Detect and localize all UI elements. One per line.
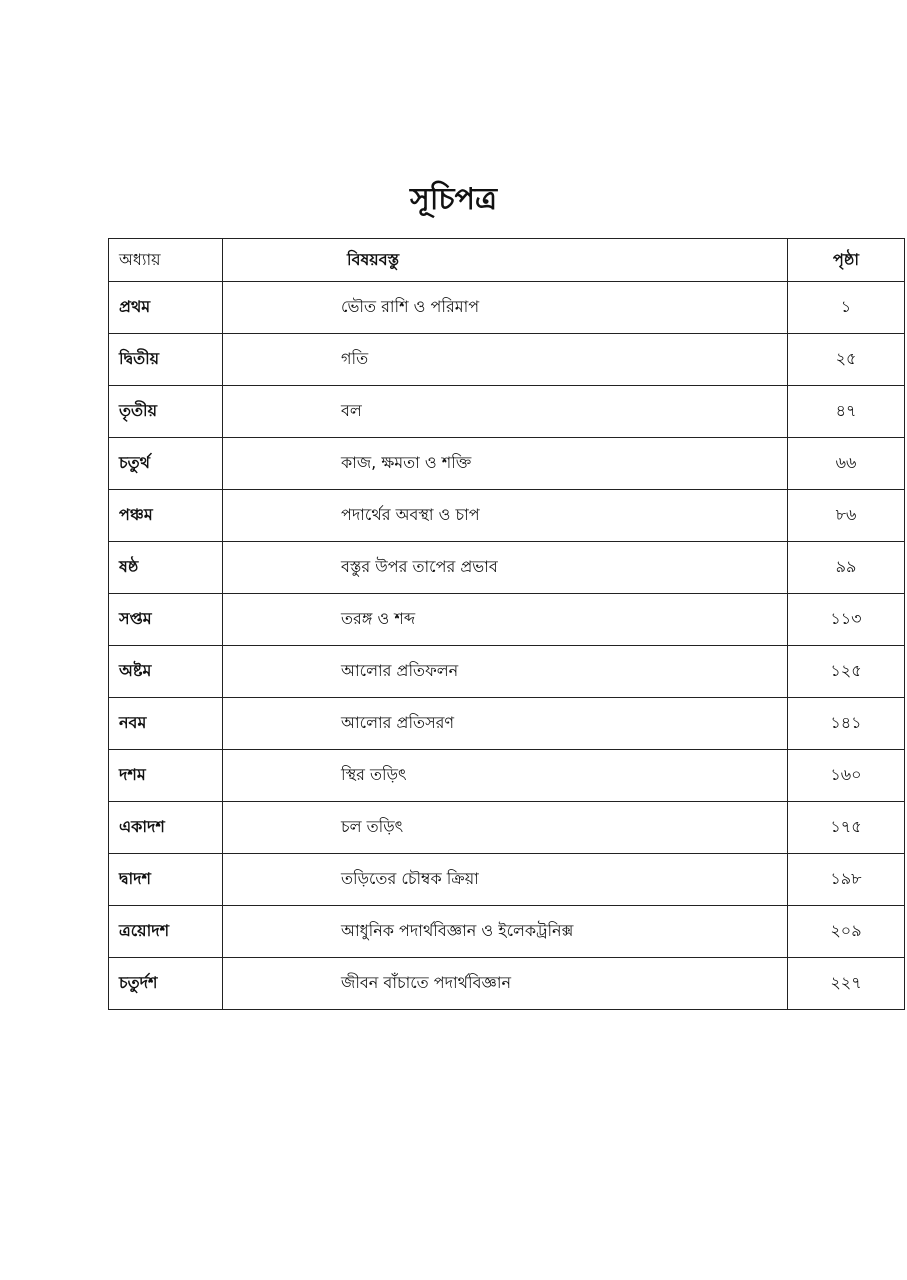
page-cell: ১ <box>788 282 905 334</box>
topic-cell: আলোর প্রতিসরণ <box>223 698 788 750</box>
chapter-cell: চতুর্থ <box>109 438 223 490</box>
chapter-cell: প্রথম <box>109 282 223 334</box>
table-row <box>109 282 905 334</box>
page-cell: ৮৬ <box>788 490 905 542</box>
table-of-contents <box>108 238 905 1010</box>
topic-cell: কাজ, ক্ষমতা ও শক্তি <box>223 438 788 490</box>
table-row <box>109 906 905 958</box>
chapter-cell: নবম <box>109 698 223 750</box>
page-cell: ১১৩ <box>788 594 905 646</box>
page-title: সূচিপত্র <box>410 182 497 217</box>
topic-cell: স্থির তড়িৎ <box>223 750 788 802</box>
page-cell: ২৫ <box>788 334 905 386</box>
topic-cell: জীবন বাঁচাতে পদার্থবিজ্ঞান <box>223 958 788 1010</box>
table-row <box>109 854 905 906</box>
page-cell: ২০৯ <box>788 906 905 958</box>
table-row <box>109 802 905 854</box>
table-row <box>109 594 905 646</box>
table-row <box>109 334 905 386</box>
topic-cell: আলোর প্রতিফলন <box>223 646 788 698</box>
chapter-cell: ষষ্ঠ <box>109 542 223 594</box>
table-row <box>109 958 905 1010</box>
table-row <box>109 490 905 542</box>
table-row <box>109 646 905 698</box>
chapter-cell: দশম <box>109 750 223 802</box>
chapter-cell: সপ্তম <box>109 594 223 646</box>
table-header-row <box>109 239 905 282</box>
topic-cell: বল <box>223 386 788 438</box>
table-row <box>109 438 905 490</box>
topic-cell: গতি <box>223 334 788 386</box>
chapter-cell: ত্রয়োদশ <box>109 906 223 958</box>
header-page: পৃষ্ঠা <box>788 239 905 282</box>
page-cell: ৯৯ <box>788 542 905 594</box>
chapter-cell: পঞ্চম <box>109 490 223 542</box>
topic-cell: তরঙ্গ ও শব্দ <box>223 594 788 646</box>
page-cell: ১৯৮ <box>788 854 905 906</box>
topic-cell: পদার্থের অবস্থা ও চাপ <box>223 490 788 542</box>
chapter-cell: একাদশ <box>109 802 223 854</box>
header-chapter: অধ্যায় <box>109 239 223 282</box>
topic-cell: ভৌত রাশি ও পরিমাপ <box>223 282 788 334</box>
topic-cell: বস্তুর উপর তাপের প্রভাব <box>223 542 788 594</box>
page-cell: ১২৫ <box>788 646 905 698</box>
topic-cell: আধুনিক পদার্থবিজ্ঞান ও ইলেকট্রনিক্স <box>223 906 788 958</box>
page-cell: ৪৭ <box>788 386 905 438</box>
topic-cell: তড়িতের চৌম্বক ক্রিয়া <box>223 854 788 906</box>
topic-cell: চল তড়িৎ <box>223 802 788 854</box>
header-topic: বিষয়বস্তু <box>223 239 788 282</box>
table-row <box>109 698 905 750</box>
page-cell: ২২৭ <box>788 958 905 1010</box>
page-cell: ৬৬ <box>788 438 905 490</box>
chapter-cell: দ্বাদশ <box>109 854 223 906</box>
page-cell: ১৪১ <box>788 698 905 750</box>
chapter-cell: তৃতীয় <box>109 386 223 438</box>
table-row <box>109 750 905 802</box>
table-row <box>109 542 905 594</box>
chapter-cell: চতুর্দশ <box>109 958 223 1010</box>
chapter-cell: দ্বিতীয় <box>109 334 223 386</box>
page-cell: ১৬০ <box>788 750 905 802</box>
page-cell: ১৭৫ <box>788 802 905 854</box>
table-row <box>109 386 905 438</box>
chapter-cell: অষ্টম <box>109 646 223 698</box>
